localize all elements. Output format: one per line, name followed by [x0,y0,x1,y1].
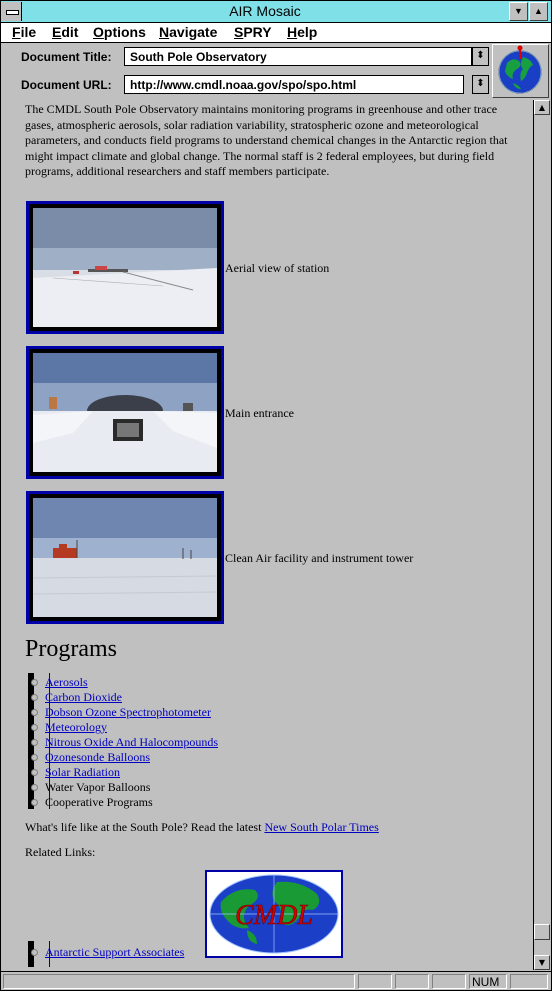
bullet-icon [31,709,38,716]
title-dropdown-button[interactable]: ⬍ [472,47,489,66]
menu-options[interactable]: Options [93,24,146,40]
document-title-label: Document Title: [21,50,112,64]
menu-spry[interactable]: SPRY [234,24,272,40]
url-dropdown-button[interactable]: ⬍ [472,75,489,94]
scroll-down-button[interactable]: ▼ [534,955,550,970]
menu-bar [1,23,551,43]
scroll-thumb[interactable] [534,924,550,940]
south-polar-times-link[interactable]: New South Polar Times [264,820,379,834]
main-entrance-caption: Main entrance [225,406,294,420]
main-entrance-image[interactable] [26,346,224,479]
aerial-view-caption: Aerial view of station [225,261,330,275]
aerial-view-image[interactable] [26,201,224,334]
status-cell [395,974,429,989]
document-url-label: Document URL: [21,78,112,92]
bullet-icon [31,754,38,761]
maximize-button[interactable]: ▲ [529,2,548,21]
status-message-cell [3,974,355,989]
intro-paragraph: The CMDL South Pole Observatory maintains monitoring programs in greenhouse and other trace gases, atmospheric aerosols, solar radiation variability, stratospheric ozone and meteorological parameters, and conducts field programs to understand chemical changes in the Antarctic region that might impact climate and global change. The normal staff is 2 federal employees, but during field programs, additional researchers and staff members participate. [25,102,508,178]
program-link[interactable]: Solar Radiation [45,765,120,779]
cmdl-logo[interactable] [205,870,343,958]
related-links-label: Related Links: [25,845,96,859]
globe-icon[interactable] [492,44,549,98]
bullet-icon [31,784,38,791]
program-link[interactable]: Ozonesonde Balloons [45,750,150,764]
clean-air-facility-caption: Clean Air facility and instrument tower [225,551,414,565]
status-cell [358,974,392,989]
program-link[interactable]: Carbon Dioxide [45,690,122,704]
bullet-icon [31,724,38,731]
program-link[interactable]: Aerosols [45,675,88,689]
status-cell [432,974,466,989]
status-bar [1,971,551,991]
system-menu-icon[interactable] [2,2,22,21]
menu-help[interactable]: Help [287,24,318,40]
bullet-icon [31,679,38,686]
document-url-field[interactable]: http://www.cmdl.noaa.gov/spo/spo.html [124,75,464,94]
menu-edit[interactable]: Edit [52,24,79,40]
menu-navigate[interactable]: Navigate [159,24,218,40]
document-view [3,100,533,970]
antarctic-support-link[interactable]: Antarctic Support Associates [45,945,185,959]
programs-heading: Programs [25,636,117,662]
document-title-field[interactable]: South Pole Observatory [124,47,472,66]
program-text: Cooperative Programs [45,795,153,809]
life-line: What's life like at the South Pole? Read the latest New South Polar Times [25,820,379,834]
menu-file[interactable]: File [12,24,37,40]
num-lock-indicator: NUM [469,974,507,989]
program-link[interactable]: Nitrous Oxide And Halocompounds [45,735,218,749]
scroll-up-button[interactable]: ▲ [534,100,550,115]
clean-air-facility-image[interactable] [26,491,224,624]
program-link[interactable]: Meteorology [45,720,107,734]
program-text: Water Vapor Balloons [45,780,151,794]
window-title: AIR Mosaic [229,3,301,19]
bullet-icon [31,769,38,776]
title-bar [1,1,551,23]
cmdl-logo-text: CMDL [235,900,313,931]
status-cell [510,974,548,989]
program-link[interactable]: Dobson Ozone Spectrophotometer [45,705,211,719]
bullet-icon [31,799,38,806]
bullet-icon [31,739,38,746]
bullet-icon [31,694,38,701]
minimize-button[interactable]: ▼ [509,2,528,21]
bullet-icon [31,949,38,956]
vertical-scrollbar[interactable] [533,100,550,970]
